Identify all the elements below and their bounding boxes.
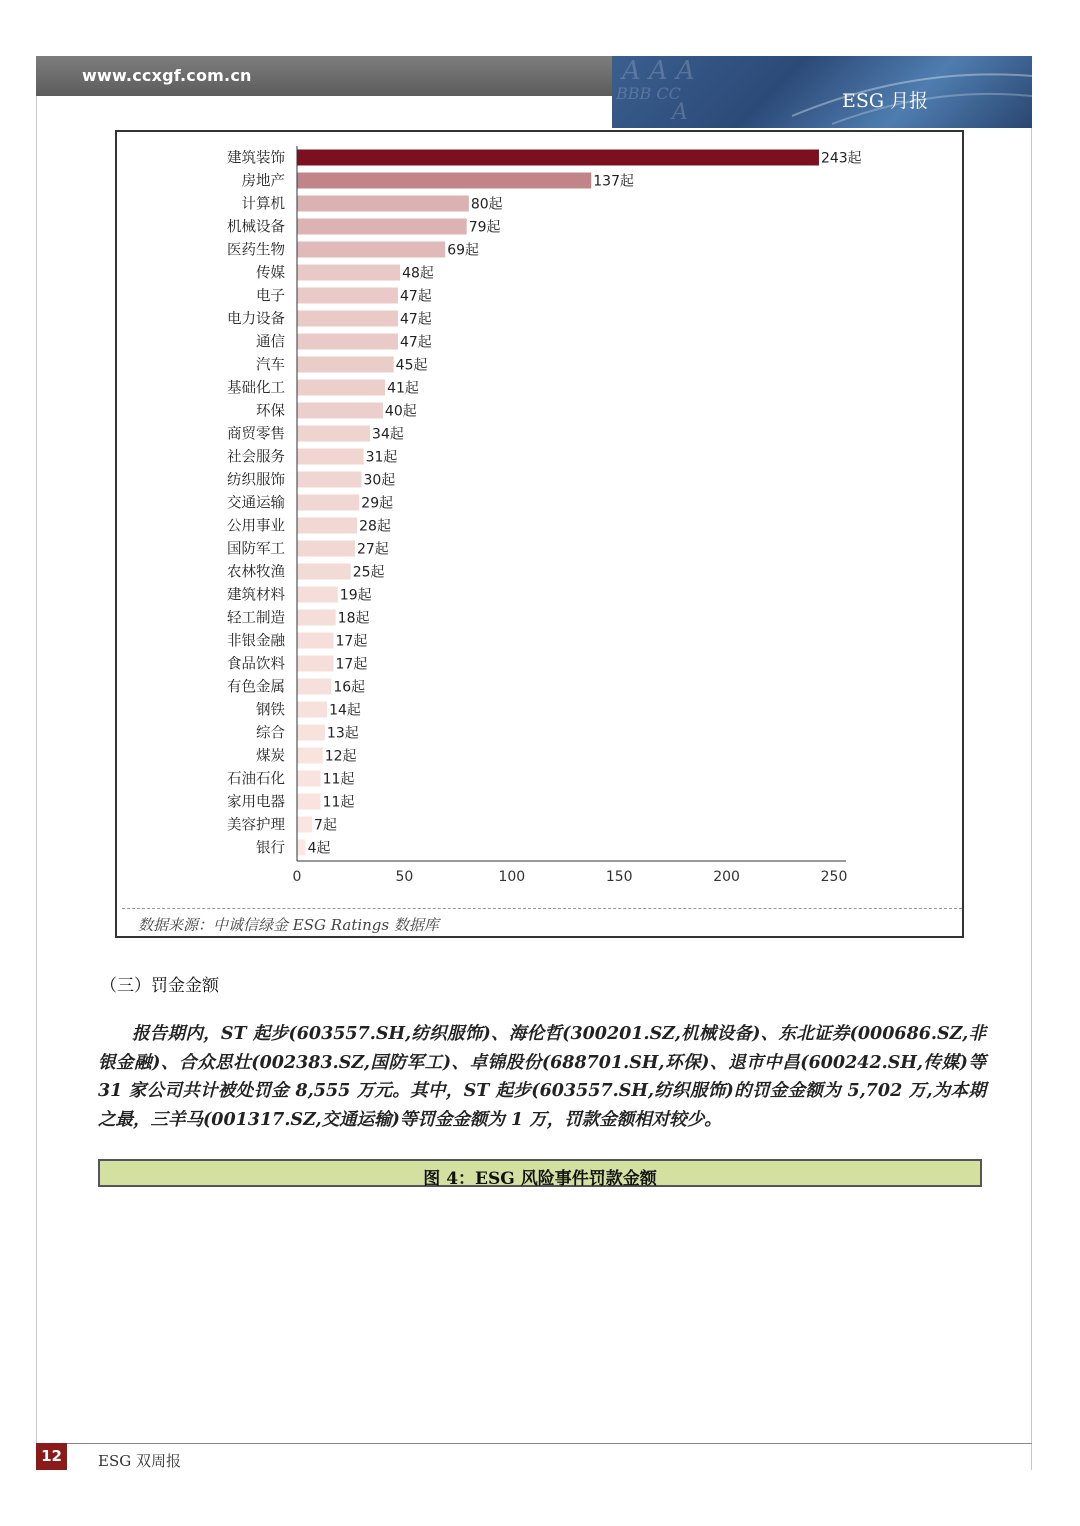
value-label: 25起: [352, 564, 385, 581]
category-label: 交通运输: [227, 495, 285, 512]
value-label: 7起: [314, 817, 337, 834]
source-divider: [122, 908, 962, 909]
bar: [297, 380, 385, 396]
x-tick-label: 150: [605, 869, 633, 885]
chart-source: 数据来源：中诚信绿金 ESG Ratings 数据库: [138, 916, 439, 934]
banner-swoosh: [612, 56, 1032, 128]
value-label: 29起: [361, 495, 394, 512]
category-label: 房地产: [241, 173, 285, 190]
category-label: 传媒: [256, 265, 285, 282]
category-label: 食品饮料: [227, 656, 285, 673]
value-label: 12起: [324, 748, 357, 765]
category-label: 国防军工: [227, 541, 285, 558]
bar: [297, 610, 336, 626]
bar: [297, 334, 398, 350]
value-label: 28起: [359, 518, 391, 535]
bar: [297, 794, 321, 810]
category-label: 基础化工: [227, 380, 285, 397]
value-label: 48起: [402, 265, 434, 282]
bar: [297, 265, 400, 281]
category-label: 电力设备: [227, 311, 285, 328]
bar: [297, 472, 361, 488]
bar: [297, 564, 351, 580]
bar-chart: [117, 132, 962, 936]
bar: [297, 748, 323, 764]
header-url[interactable]: www.ccxgf.com.cn: [82, 66, 252, 85]
value-label: 11起: [322, 771, 355, 788]
value-label: 137起: [593, 173, 635, 190]
banner-decoration: BBB CC: [616, 84, 681, 103]
value-label: 47起: [399, 288, 432, 305]
bar: [297, 357, 394, 373]
value-label: 69起: [447, 242, 480, 259]
category-label: 通信: [256, 334, 285, 351]
value-label: 13起: [326, 725, 359, 742]
value-label: 17起: [335, 656, 368, 673]
bar: [297, 311, 398, 327]
bar: [297, 426, 370, 442]
category-label: 有色金属: [227, 679, 285, 696]
bar: [297, 219, 467, 235]
bar: [297, 679, 331, 695]
category-label: 家用电器: [227, 794, 285, 811]
bar: [297, 449, 364, 465]
bar: [297, 242, 445, 258]
category-label: 农林牧渔: [227, 564, 285, 581]
bar: [297, 196, 469, 212]
category-label: 计算机: [241, 196, 285, 213]
category-label: 商贸零售: [227, 426, 285, 443]
value-label: 18起: [337, 610, 370, 627]
value-label: 243起: [820, 150, 862, 167]
value-label: 80起: [470, 196, 503, 213]
category-label: 石油石化: [227, 771, 285, 788]
header-banner: [612, 56, 1032, 128]
category-label: 医药生物: [227, 242, 285, 259]
category-label: 建筑装饰: [227, 150, 285, 167]
category-label: 美容护理: [227, 817, 285, 834]
value-label: 79起: [468, 219, 501, 236]
x-tick-label: 200: [713, 869, 740, 885]
category-label: 综合: [256, 725, 285, 742]
bar: [297, 633, 334, 649]
bar: [297, 403, 383, 419]
bar: [297, 518, 357, 534]
category-label: 公用事业: [227, 518, 285, 535]
bar: [297, 495, 359, 511]
value-label: 47起: [399, 311, 432, 328]
category-label: 煤炭: [256, 748, 285, 765]
x-tick-label: 100: [498, 869, 526, 885]
figure-caption: 图 4：ESG 风险事件罚款金额: [423, 1169, 657, 1189]
value-label: 19起: [339, 587, 372, 604]
section-title: （三）罚金金额: [100, 976, 219, 996]
bar: [297, 541, 355, 557]
value-label: 4起: [307, 840, 331, 857]
value-label: 16起: [333, 679, 366, 696]
bar: [297, 725, 325, 741]
body-paragraph: 报告期内，ST 起步(603557.SH,纺织服饰)、海伦哲(300201.SZ,机械设备)、东北证券(000686.SZ,非银金融)、合众思壮(002383.SZ,国防军工)、卓锦股份(688701.SH,环保)、退市中昌(600242.SH,传媒)等 31 家公司共计被处罚金 8,555 万元。其中，ST 起步(603557.SH,纺织服饰)的罚金金额为 5,702 万,为本期之最，三羊马(001317.SZ,交通运输)等罚金金额为 1 万，罚款金额相对较少。: [98, 1024, 986, 1130]
value-label: 41起: [387, 380, 419, 397]
bar: [297, 771, 321, 787]
figure-caption-box: [98, 1159, 982, 1187]
bar: [297, 817, 312, 833]
value-label: 30起: [363, 472, 396, 489]
value-label: 31起: [365, 449, 398, 466]
bar: [297, 702, 327, 718]
x-tick-label: 50: [395, 869, 414, 885]
value-label: 47起: [399, 334, 432, 351]
bar: [297, 173, 591, 189]
bar: [297, 587, 338, 603]
banner-decoration: A A A: [622, 56, 695, 86]
category-label: 钢铁: [256, 702, 285, 719]
category-label: 汽车: [256, 357, 285, 374]
value-label: 14起: [329, 702, 361, 719]
value-label: 27起: [356, 541, 389, 558]
bar: [297, 288, 398, 304]
category-label: 非银金融: [227, 633, 285, 650]
footer-divider: [36, 1443, 1032, 1444]
banner-decoration: A: [672, 100, 688, 125]
category-label: 环保: [256, 403, 285, 420]
category-label: 轻工制造: [227, 610, 285, 627]
category-label: 机械设备: [227, 219, 285, 236]
value-label: 34起: [372, 426, 404, 443]
value-label: 40起: [384, 403, 417, 420]
value-label: 45起: [395, 357, 428, 374]
page-number: 12: [36, 1443, 67, 1470]
x-tick-label: 0: [292, 869, 302, 885]
bar: [297, 150, 819, 166]
x-tick-label: 250: [820, 869, 848, 885]
bar: [297, 840, 306, 856]
report-title: ESG 月报: [842, 90, 929, 112]
category-label: 电子: [256, 288, 285, 305]
footer-title: ESG 双周报: [98, 1452, 181, 1470]
category-label: 银行: [256, 840, 285, 857]
value-label: 17起: [335, 633, 368, 650]
chart-frame: [115, 130, 964, 938]
bar: [297, 656, 334, 672]
category-label: 社会服务: [227, 449, 285, 466]
category-label: 纺织服饰: [227, 472, 285, 489]
value-label: 11起: [322, 794, 355, 811]
category-label: 建筑材料: [227, 587, 285, 604]
